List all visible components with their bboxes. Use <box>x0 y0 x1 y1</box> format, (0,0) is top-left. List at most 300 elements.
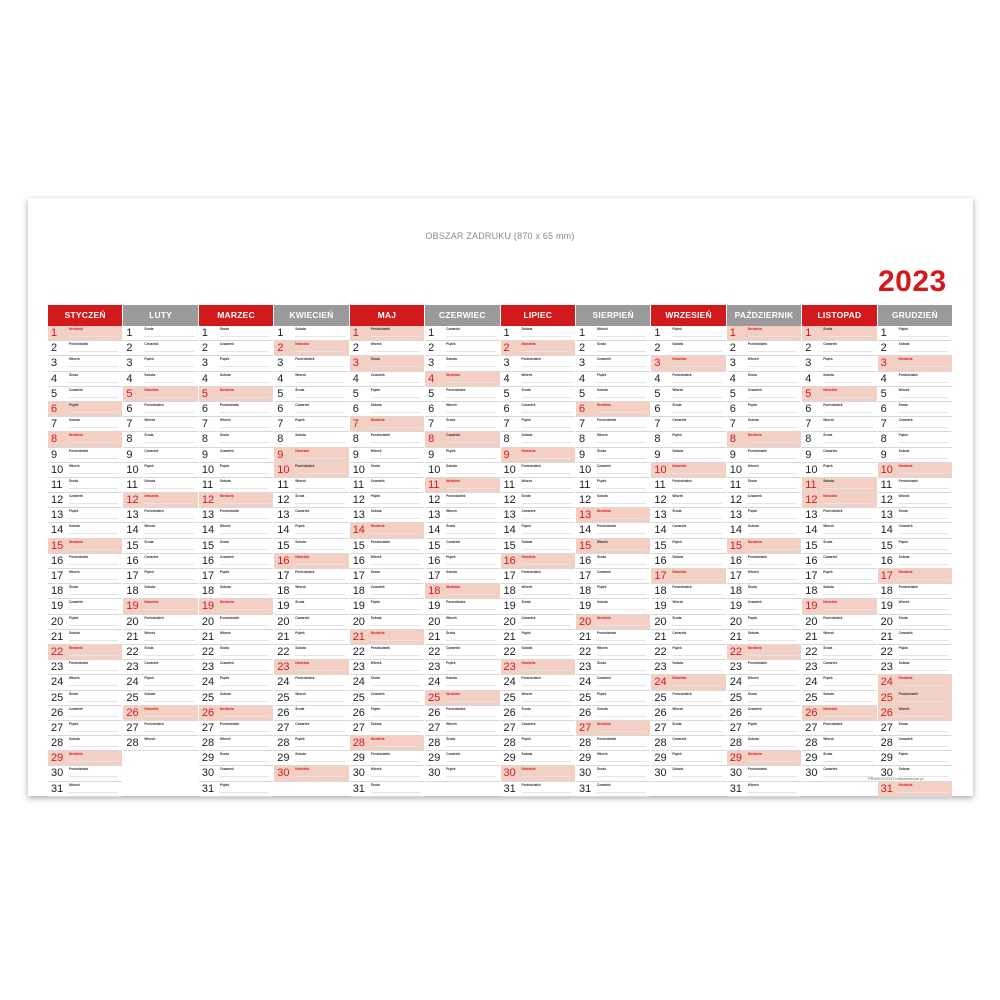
day-number: 28 <box>578 737 592 750</box>
day-divider <box>899 427 948 428</box>
day-number: 8 <box>428 433 435 446</box>
day-row <box>878 782 952 797</box>
day-number: 24 <box>880 676 893 689</box>
day-number: 26 <box>729 706 743 719</box>
day-divider <box>823 412 872 413</box>
day-number: 26 <box>654 706 667 719</box>
weekday-name: Środa <box>446 737 456 742</box>
day-number: 8 <box>578 433 586 446</box>
day-divider <box>371 503 420 504</box>
day-row <box>651 751 725 766</box>
weekday-name: Niedziela <box>69 752 83 757</box>
month-header: LIPIEC <box>501 305 575 326</box>
day-divider <box>295 685 344 686</box>
day-row <box>425 751 499 766</box>
day-divider <box>69 701 118 702</box>
day-divider <box>597 518 646 519</box>
weekday-name: Sobota <box>69 524 80 529</box>
day-row <box>878 387 952 402</box>
day-row <box>425 554 499 569</box>
month-column <box>726 305 801 795</box>
weekday-name: Środa <box>521 494 531 499</box>
weekday-name: Sobota <box>823 478 835 483</box>
day-row <box>576 448 650 463</box>
day-row <box>576 675 650 690</box>
day-divider <box>899 640 948 641</box>
weekday-name: Poniedziałek <box>672 691 692 696</box>
day-divider <box>522 746 571 747</box>
weekday-name: Sobota <box>596 600 608 605</box>
weekday-name: Piątek <box>219 676 230 681</box>
weekday-name: Środa <box>370 676 380 681</box>
day-row <box>651 417 725 432</box>
day-divider <box>748 564 797 565</box>
weekday-name: Czwartek <box>370 478 385 483</box>
day-divider <box>69 625 118 626</box>
day-number: 28 <box>729 737 743 750</box>
day-number: 10 <box>352 463 365 476</box>
day-row <box>48 751 122 766</box>
day-number: 29 <box>201 752 215 765</box>
day-row <box>350 432 424 447</box>
day-row <box>48 675 122 690</box>
day-divider <box>69 382 118 383</box>
weekday-name: Niedziela <box>446 691 460 696</box>
weekday-name: Sobota <box>144 478 156 483</box>
weekday-name: Sobota <box>295 752 307 757</box>
day-row <box>48 645 122 660</box>
day-row <box>501 736 575 751</box>
day-row <box>651 599 725 614</box>
day-divider <box>295 533 344 534</box>
day-row <box>878 554 952 569</box>
day-row <box>501 584 575 599</box>
weekday-name: Piątek <box>295 418 305 423</box>
day-number: 9 <box>201 448 208 461</box>
day-divider <box>69 564 118 565</box>
day-row <box>501 675 575 690</box>
day-row <box>651 508 725 523</box>
day-divider <box>144 685 193 686</box>
day-divider <box>522 640 571 641</box>
day-number: 28 <box>805 737 818 750</box>
day-divider <box>220 458 269 459</box>
day-number: 19 <box>51 600 64 613</box>
day-row <box>123 493 197 508</box>
day-divider <box>597 792 646 793</box>
day-divider <box>522 473 571 474</box>
day-row <box>350 782 424 797</box>
weekday-name: Sobota <box>747 630 759 635</box>
day-row <box>350 599 424 614</box>
day-divider <box>295 609 344 610</box>
day-number: 7 <box>805 418 812 431</box>
day-number: 5 <box>201 387 208 400</box>
day-row <box>802 615 876 630</box>
day-row <box>123 660 197 675</box>
day-number: 13 <box>428 509 441 522</box>
day-number: 27 <box>352 721 365 734</box>
day-row <box>501 508 575 523</box>
day-row <box>878 448 952 463</box>
day-row <box>350 691 424 706</box>
day-row <box>48 432 122 447</box>
day-divider <box>748 716 797 717</box>
day-row <box>576 706 650 721</box>
day-divider <box>220 625 269 626</box>
weekday-name: Środa <box>823 433 833 438</box>
day-number: 5 <box>503 387 510 400</box>
weekday-name: Piątek <box>823 463 833 468</box>
weekday-name: Wtorek <box>823 737 835 742</box>
weekday-name: Poniedziałek <box>521 570 541 574</box>
day-number: 3 <box>578 357 586 370</box>
day-row <box>274 691 348 706</box>
weekday-name: Niedziela <box>898 676 913 681</box>
day-divider <box>69 609 118 610</box>
day-number: 4 <box>729 372 736 385</box>
weekday-name: Czwartek <box>823 448 838 453</box>
weekday-name: Wtorek <box>521 585 533 590</box>
day-divider <box>69 336 118 337</box>
day-row <box>878 341 952 356</box>
weekday-name: Piątek <box>672 752 682 757</box>
day-row <box>350 736 424 751</box>
month-header: LISTOPAD <box>802 305 876 326</box>
day-number: 19 <box>428 600 441 613</box>
day-divider <box>446 625 495 626</box>
weekday-name: Środa <box>747 372 757 377</box>
day-divider <box>899 701 948 702</box>
day-number: 3 <box>277 357 284 370</box>
day-row <box>274 356 348 371</box>
day-row <box>48 599 122 614</box>
weekday-name: Niedziela <box>370 524 385 529</box>
day-row <box>199 766 273 781</box>
day-row <box>199 463 273 478</box>
day-number: 31 <box>729 782 743 795</box>
day-divider <box>748 579 797 580</box>
day-row <box>425 493 499 508</box>
day-divider <box>220 655 269 656</box>
day-divider <box>597 336 646 337</box>
day-number: 14 <box>51 524 64 537</box>
day-divider <box>823 625 872 626</box>
day-number: 11 <box>503 478 515 491</box>
weekday-name: Poniedziałek <box>521 463 541 468</box>
day-divider <box>371 685 420 686</box>
day-number: 17 <box>654 570 667 582</box>
day-row <box>576 766 650 781</box>
day-row <box>651 493 725 508</box>
day-number: 8 <box>880 433 887 446</box>
day-divider <box>597 549 646 550</box>
day-divider <box>597 382 646 383</box>
day-number: 24 <box>578 676 592 689</box>
weekday-name: Piątek <box>144 570 154 574</box>
day-row <box>878 508 952 523</box>
day-row <box>576 645 650 660</box>
weekday-name: Wtorek <box>747 782 759 787</box>
day-divider <box>672 640 721 641</box>
day-row <box>501 493 575 508</box>
day-number: 14 <box>126 524 139 537</box>
day-row <box>274 341 348 356</box>
day-row <box>576 326 650 341</box>
day-row <box>274 584 348 599</box>
day-number: 8 <box>51 433 58 446</box>
weekday-name: Niedziela <box>295 448 310 453</box>
day-row <box>651 675 725 690</box>
day-divider <box>672 503 721 504</box>
day-row <box>878 356 952 371</box>
day-number: 6 <box>578 402 586 415</box>
weekday-name: Poniedziałek <box>596 737 617 742</box>
day-row <box>651 523 725 538</box>
day-row <box>501 645 575 660</box>
day-row <box>727 615 801 630</box>
day-row <box>425 599 499 614</box>
day-divider <box>748 366 797 367</box>
day-list <box>501 326 575 797</box>
day-row <box>199 599 273 614</box>
day-number: 19 <box>880 600 893 613</box>
day-number: 2 <box>126 342 133 355</box>
weekday-name: Wtorek <box>823 630 835 635</box>
day-divider <box>899 716 948 717</box>
weekday-name: Piątek <box>596 478 607 483</box>
day-number: 21 <box>805 630 818 643</box>
day-divider <box>69 533 118 534</box>
weekday-name: Niedziela <box>898 463 913 468</box>
day-row <box>878 660 952 675</box>
day-number: 16 <box>428 554 441 567</box>
day-row <box>727 675 801 690</box>
day-divider <box>899 412 948 413</box>
day-number: 1 <box>654 327 661 339</box>
day-number: 15 <box>51 539 64 552</box>
weekday-name: Poniedziałek <box>144 402 164 407</box>
weekday-name: Piątek <box>596 372 607 377</box>
day-row <box>576 523 650 538</box>
weekday-name: Poniedziałek <box>295 463 315 468</box>
day-row <box>501 706 575 721</box>
weekday-name: Niedziela <box>898 357 913 362</box>
day-row <box>425 478 499 493</box>
weekday-name: Niedziela <box>370 418 385 423</box>
weekday-name: Niedziela <box>219 600 234 605</box>
weekday-name: Piątek <box>446 767 456 772</box>
weekday-name: Poniedziałek <box>823 509 843 514</box>
day-divider <box>748 549 797 550</box>
day-divider <box>144 382 193 383</box>
day-number: 9 <box>729 448 736 461</box>
day-divider <box>446 776 495 777</box>
day-row <box>123 402 197 417</box>
day-row <box>350 448 424 463</box>
day-divider <box>446 503 495 504</box>
weekday-name: Środa <box>69 585 79 590</box>
weekday-name: Poniedziałek <box>69 342 89 347</box>
day-number: 19 <box>277 600 290 613</box>
day-row <box>878 630 952 645</box>
weekday-name: Wtorek <box>446 402 457 407</box>
day-number: 24 <box>277 676 290 689</box>
weekday-name: Czwartek <box>898 418 913 423</box>
day-divider <box>371 792 420 793</box>
day-row <box>651 766 725 781</box>
day-divider <box>220 336 269 337</box>
weekday-name: Poniedziałek <box>69 448 89 453</box>
day-divider <box>748 488 797 489</box>
day-row <box>48 554 122 569</box>
day-number: 24 <box>201 676 215 689</box>
day-divider <box>597 701 646 702</box>
weekday-name: Niedziela <box>747 433 762 438</box>
weekday-name: Sobota <box>295 539 307 544</box>
weekday-name: Poniedziałek <box>672 585 692 590</box>
day-row <box>878 523 952 538</box>
day-number: 28 <box>654 737 667 750</box>
day-number: 27 <box>51 721 64 734</box>
month-column <box>48 305 122 795</box>
day-divider <box>597 731 646 732</box>
weekday-name: Czwartek <box>219 448 234 453</box>
day-divider <box>446 564 495 565</box>
day-row <box>576 539 650 554</box>
weekday-name: Środa <box>596 554 606 559</box>
weekday-name: Czwartek <box>370 691 385 696</box>
day-number: 28 <box>880 737 893 750</box>
day-divider <box>144 533 193 534</box>
day-number: 14 <box>352 524 365 537</box>
day-row <box>123 584 197 599</box>
weekday-name: Wtorek <box>521 691 533 696</box>
weekday-name: Niedziela <box>747 752 762 757</box>
day-row <box>425 448 499 463</box>
weekday-name: Niedziela <box>521 661 536 666</box>
day-divider <box>748 503 797 504</box>
day-divider <box>672 579 721 580</box>
day-divider <box>371 351 420 352</box>
day-divider <box>220 397 269 398</box>
weekday-name: Niedziela <box>672 463 687 468</box>
month-header: GRUDZIEŃ <box>878 305 952 326</box>
day-number: 10 <box>126 463 139 476</box>
day-row <box>425 402 499 417</box>
day-row <box>274 721 348 736</box>
day-row <box>350 615 424 630</box>
day-row <box>274 766 348 781</box>
day-number: 1 <box>729 327 736 339</box>
day-row <box>350 326 424 341</box>
weekday-name: Środa <box>672 402 682 407</box>
day-row <box>802 493 876 508</box>
day-row <box>274 387 348 402</box>
weekday-name: Piątek <box>823 676 833 681</box>
day-number: 27 <box>503 721 516 734</box>
day-row <box>199 493 273 508</box>
weekday-name: Środa <box>370 782 380 787</box>
day-divider <box>899 473 948 474</box>
day-number: 13 <box>805 509 818 522</box>
day-row <box>350 675 424 690</box>
day-list <box>576 326 650 797</box>
weekday-name: Niedziela <box>747 539 762 544</box>
weekday-name: Wtorek <box>144 418 156 423</box>
weekday-name: Wtorek <box>898 387 910 392</box>
day-number: 18 <box>578 585 592 598</box>
day-divider <box>748 701 797 702</box>
day-row <box>48 508 122 523</box>
day-divider <box>295 701 344 702</box>
day-number: 17 <box>277 570 290 582</box>
day-number: 2 <box>503 342 510 355</box>
weekday-name: Czwartek <box>295 615 310 620</box>
day-row <box>274 736 348 751</box>
day-number: 8 <box>729 433 736 446</box>
weekday-name: Czwartek <box>823 554 838 559</box>
day-number: 11 <box>729 478 742 491</box>
day-divider <box>295 518 344 519</box>
day-number: 16 <box>201 554 215 567</box>
day-divider <box>522 518 571 519</box>
day-row <box>425 417 499 432</box>
weekday-name: Sobota <box>521 539 533 544</box>
day-divider <box>446 685 495 686</box>
day-divider <box>144 351 193 352</box>
day-row <box>199 448 273 463</box>
day-row <box>727 706 801 721</box>
day-number: 23 <box>503 661 516 674</box>
day-row <box>425 630 499 645</box>
weekday-name: Piątek <box>672 433 682 438</box>
weekday-name: Piątek <box>747 402 758 407</box>
day-row <box>199 751 273 766</box>
day-row <box>48 706 122 721</box>
day-number: 25 <box>352 691 365 704</box>
day-divider <box>295 776 344 777</box>
day-row <box>199 736 273 751</box>
weekday-name: Niedziela <box>144 494 159 499</box>
day-number: 25 <box>201 691 215 704</box>
day-divider <box>522 716 571 717</box>
day-number: 27 <box>277 721 290 734</box>
day-row <box>501 448 575 463</box>
day-row <box>802 341 876 356</box>
day-number: 9 <box>126 448 133 461</box>
day-divider <box>69 685 118 686</box>
day-divider <box>144 640 193 641</box>
day-divider <box>597 473 646 474</box>
day-number: 17 <box>578 570 592 582</box>
day-divider <box>597 458 646 459</box>
weekday-name: Poniedziałek <box>747 342 768 347</box>
weekday-name: Czwartek <box>295 721 310 726</box>
day-list <box>802 326 876 782</box>
weekday-name: Środa <box>370 570 380 574</box>
day-number: 12 <box>729 494 743 507</box>
day-number: 17 <box>51 570 64 582</box>
day-row <box>350 493 424 508</box>
day-divider <box>69 594 118 595</box>
day-number: 7 <box>503 418 510 431</box>
day-number: 3 <box>654 357 661 370</box>
day-divider <box>672 412 721 413</box>
weekday-name: Czwartek <box>69 494 83 499</box>
day-divider <box>823 427 872 428</box>
day-number: 31 <box>201 782 215 795</box>
